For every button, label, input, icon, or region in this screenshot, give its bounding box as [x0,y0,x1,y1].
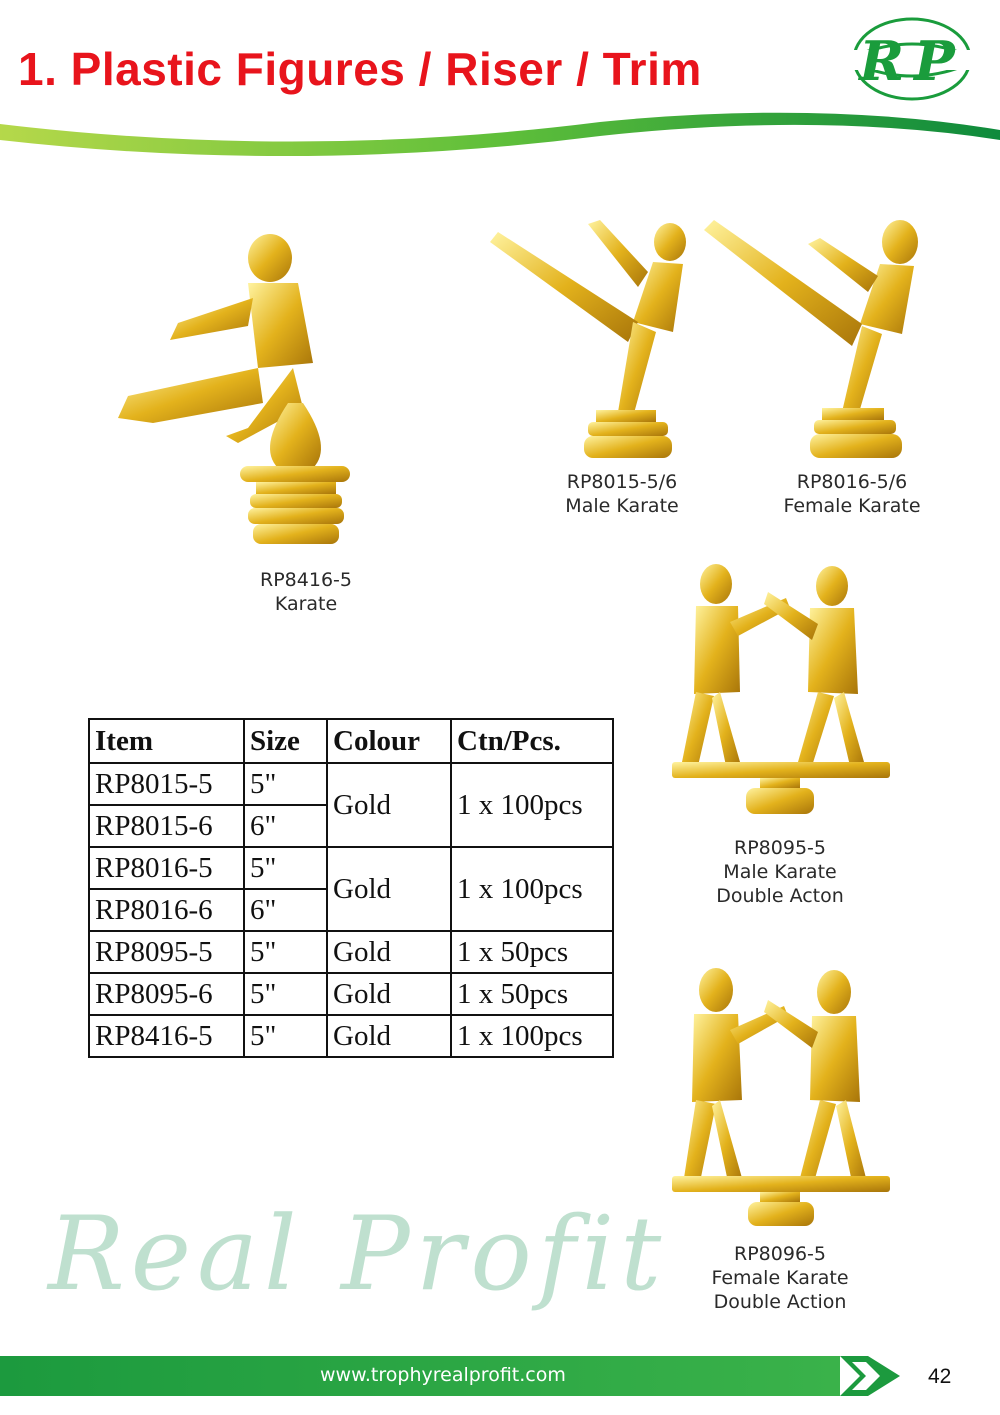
spec-table [88,718,614,1058]
rp-logo [842,14,982,104]
cell-item: RP8016-5 [89,847,244,889]
caption-rp8015 [542,470,702,518]
header-ctn: Ctn/Pcs. [451,719,613,763]
table-header-row [89,719,613,763]
cell-item: RP8016-6 [89,889,244,931]
product-extra: Double Acton [716,885,844,907]
product-extra: Double Action [713,1291,847,1313]
product-code: RP8416-5 [260,569,352,591]
cell-size: 5" [244,973,327,1015]
product-name: Karate [274,593,338,615]
karate-jump-kick-figure [108,228,378,558]
cell-colour: Gold [327,1015,451,1057]
product-name: Female Karate [711,1267,849,1289]
cell-item: RP8015-6 [89,805,244,847]
product-code: RP8015-5/6 [566,471,678,493]
cell-ctn: 1 x 100pcs [451,1015,613,1057]
cell-item: RP8416-5 [89,1015,244,1057]
header-colour: Colour [327,719,451,763]
caption-rp8016 [772,470,932,518]
cell-ctn: 1 x 100pcs [451,763,613,847]
footer-url[interactable]: www.trophyrealprofit.com [320,1364,566,1386]
caption-rp8416 [226,568,386,616]
cell-colour: Gold [327,973,451,1015]
cell-colour: Gold [327,931,451,973]
product-code: RP8095-5 [734,837,826,859]
svg-text:RP: RP [859,29,965,93]
table-row [89,931,613,973]
table-row [89,973,613,1015]
cell-item: RP8095-6 [89,973,244,1015]
male-karate-sparring-pair-figure [668,562,894,818]
caption-rp8095 [700,836,860,908]
cell-size: 6" [244,805,327,847]
header-item: Item [89,719,244,763]
cell-size: 5" [244,763,327,805]
male-karate-high-kick-figure [488,202,698,464]
caption-rp8096 [700,1242,860,1314]
cell-size: 5" [244,847,327,889]
cell-ctn: 1 x 100pcs [451,847,613,931]
product-code: RP8016-5/6 [796,471,908,493]
product-name: Female Karate [783,495,921,517]
cell-colour: Gold [327,847,451,931]
cell-size: 5" [244,931,327,973]
product-code: RP8096-5 [734,1243,826,1265]
cell-ctn: 1 x 50pcs [451,973,613,1015]
product-name: Male Karate [723,861,837,883]
table-row [89,763,613,805]
header-swoosh [0,100,1000,170]
product-name: Male Karate [565,495,679,517]
table-row [89,1015,613,1057]
page-number: 42 [928,1365,952,1388]
cell-size: 6" [244,889,327,931]
page-title: 1. Plastic Figures / Riser / Trim [18,43,702,95]
cell-ctn: 1 x 50pcs [451,931,613,973]
cell-colour: Gold [327,763,451,847]
cell-item: RP8015-5 [89,763,244,805]
real-profit-watermark: Real Profit [48,1195,668,1314]
female-karate-sparring-pair-figure [668,966,894,1230]
female-karate-high-kick-figure [702,206,928,464]
header-size: Size [244,719,327,763]
table-row [89,847,613,889]
cell-size: 5" [244,1015,327,1057]
cell-item: RP8095-5 [89,931,244,973]
